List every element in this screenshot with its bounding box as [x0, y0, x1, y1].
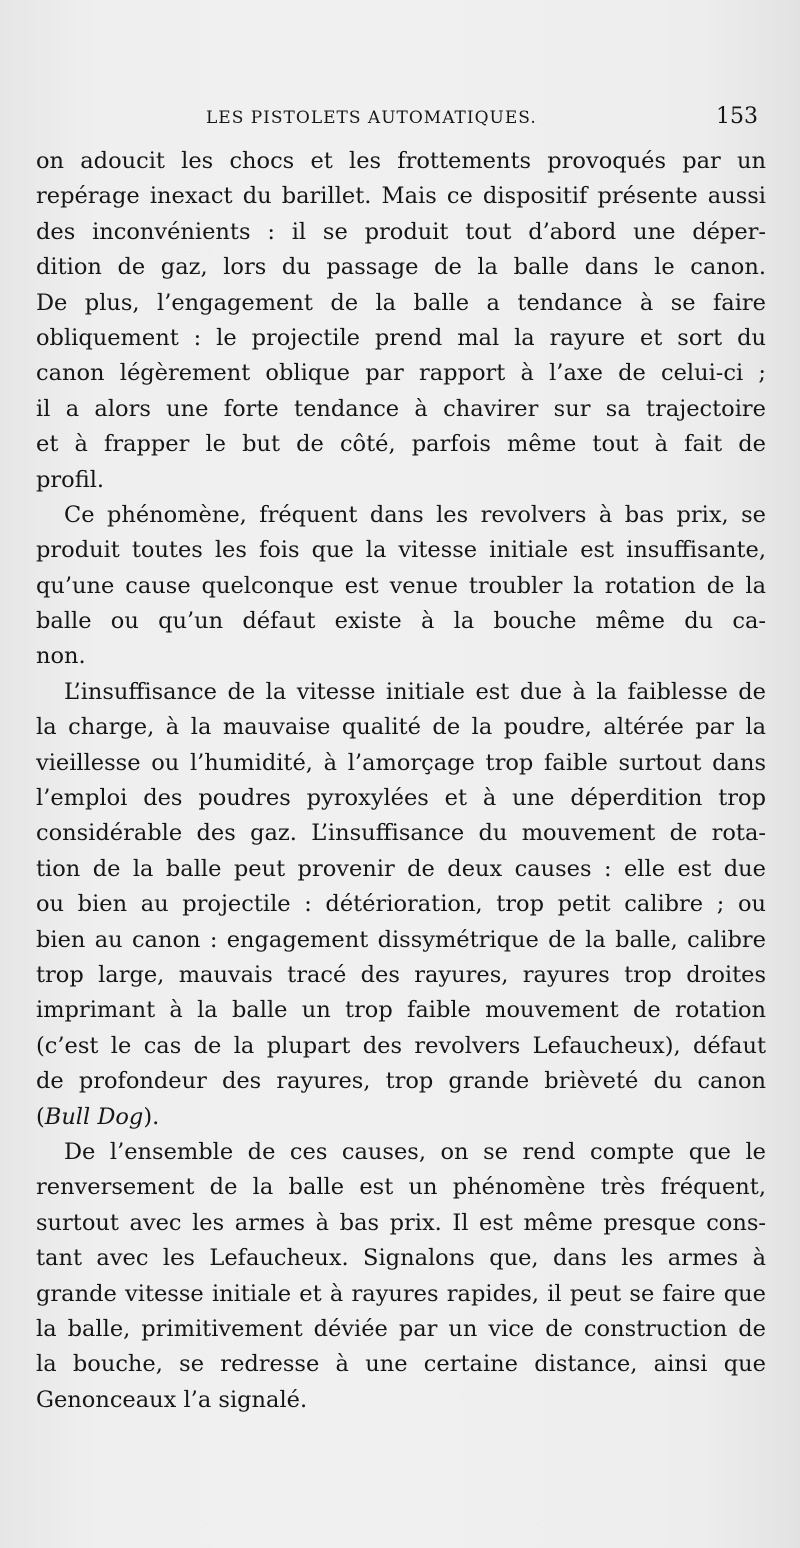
text-line: vieillesse ou l’humidité, à l’amorçage trop faible surtout dans — [36, 749, 766, 776]
text-line: la charge, à la mauvaise qualité de la poudre, altérée par la — [36, 714, 766, 741]
text-line — [36, 1100, 766, 1135]
text-line: tant avec les Lefaucheux. Signalons que, dans les armes à — [36, 1245, 766, 1272]
paragraph — [36, 1135, 766, 1418]
text-line: surtout avec les armes à bas prix. Il est même presque cons- — [36, 1209, 766, 1236]
text-line: repérage inexact du barillet. Mais ce dispositif présente aussi — [36, 183, 766, 210]
text-line: renversement de la balle est un phénomène très fréquent, — [36, 1174, 766, 1201]
text-line: et à frapper le but de côté, parfois même tout à fait de — [36, 431, 766, 458]
text-line: considérable des gaz. L’insuffisance du mouvement de rota- — [36, 820, 766, 847]
text-line: tion de la balle peut provenir de deux causes : elle est due — [36, 855, 766, 882]
text-line: des inconvénients : il se produit tout d’abord une déper- — [36, 218, 766, 245]
body-text — [36, 144, 766, 1418]
text-line: la balle, primitivement déviée par un vice de construction de — [36, 1315, 766, 1342]
running-head — [36, 104, 766, 134]
text-line: obliquement : le projectile prend mal la rayure et sort du — [36, 324, 766, 351]
text-line: bien au canon : engagement dissymétrique de la balle, calibre — [36, 926, 766, 953]
text-line: L’insuffisance de la vitesse initiale est due à la faiblesse de — [64, 678, 766, 705]
text-line: on adoucit les chocs et les frottements provoqués par un — [36, 148, 766, 174]
text-line: Genonceaux l’a signalé. — [36, 1386, 308, 1413]
text-line: ou bien au projectile : détérioration, trop petit calibre ; ou — [36, 891, 766, 918]
text-line: (c’est le cas de la plupart des revolvers Lefaucheux), défaut — [36, 1032, 766, 1059]
text-line: il a alors une forte tendance à chavirer sur sa trajectoire — [36, 395, 766, 422]
text-line: non. — [36, 643, 86, 670]
text-line: produit toutes les fois que la vitesse initiale est insuffisante, — [36, 537, 766, 564]
running-title: LES PISTOLETS AUTOMATIQUES. — [206, 108, 537, 128]
text-line: De plus, l’engagement de la balle a tendance à se faire — [36, 289, 766, 316]
paragraph — [36, 498, 766, 675]
text-line: profil. — [36, 466, 105, 493]
page-number: 153 — [716, 104, 758, 129]
text-line: imprimant à la balle un trop faible mouvement de rotation — [36, 997, 766, 1024]
text-line: l’emploi des poudres pyroxylées et à une déperdition trop — [36, 785, 766, 812]
paragraph — [36, 675, 766, 1135]
text-line: grande vitesse initiale et à rayures rapides, il peut se faire que — [36, 1280, 766, 1307]
text-line: la bouche, se redresse à une certaine distance, ainsi que — [36, 1351, 766, 1378]
paragraph — [36, 144, 766, 498]
text-line: de profondeur des rayures, trop grande brièveté du canon — [36, 1068, 766, 1095]
text-line: balle ou qu’un défaut existe à la bouche même du ca- — [36, 608, 766, 635]
italic-title: Bull Dog — [44, 1103, 144, 1130]
text-line: trop large, mauvais tracé des rayures, rayures trop droites — [36, 961, 766, 988]
text-line: qu’une cause quelconque est venue troubler la rotation de la — [36, 572, 766, 599]
paren-close: ). — [143, 1103, 160, 1130]
paren-open: ( — [36, 1103, 45, 1130]
text-line: dition de gaz, lors du passage de la balle dans le canon. — [36, 254, 766, 281]
text-line: De l’ensemble de ces causes, on se rend compte que le — [64, 1138, 766, 1165]
text-line: canon légèrement oblique par rapport à l’axe de celui-ci ; — [36, 360, 766, 387]
text-line: Ce phénomène, fréquent dans les revolvers à bas prix, se — [64, 501, 766, 528]
